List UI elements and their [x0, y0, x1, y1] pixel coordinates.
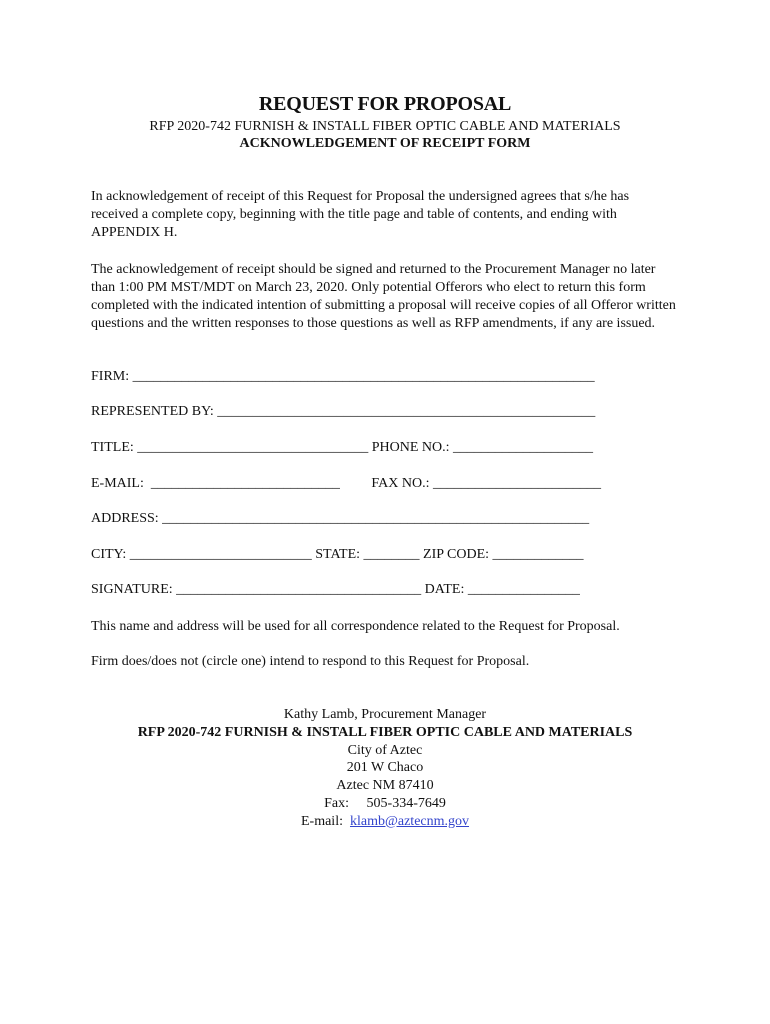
email-link[interactable]: klamb@aztecnm.gov [349, 813, 470, 829]
address-field[interactable]: ADDRESS: _____________________________________________________________ [91, 511, 590, 526]
form-name: ACKNOWLEDGEMENT OF RECEIPT FORM [239, 136, 531, 151]
footer-rfp-title: RFP 2020-742 FURNISH & INSTALL FIBER OPTIC CABLE AND MATERIALS [137, 724, 633, 740]
fax-label: Fax: [324, 795, 350, 811]
rfp-subtitle: RFP 2020-742 FURNISH & INSTALL FIBER OPTIC CABLE AND MATERIALS [149, 119, 621, 134]
firm-field[interactable]: FIRM: __________________________________________________________________ [91, 369, 595, 384]
document-title: REQUEST FOR PROPOSAL [258, 93, 512, 115]
instructions-paragraph: The acknowledgement of receipt should be signed and returned to the Procurement Manager no later than 1:00 PM MST/MDT on March 23, 2020. Only potential Offerors who elect to return this form completed with the indicated intention of submitting a proposal will receive copies of all Offeror written questions and the written responses to those questions as well as RFP amendments, if any are issued. [91, 262, 676, 331]
contact-block [0, 706, 770, 831]
email-fax-field[interactable]: E-MAIL: ___________________________ FAX NO.: ________________________ [91, 476, 601, 491]
intent-note: Firm does/does not (circle one) intend to respond to this Request for Proposal. [91, 654, 530, 669]
signature-date-field[interactable]: SIGNATURE: ___________________________________ DATE: ________________ [91, 582, 580, 597]
title-phone-field[interactable]: TITLE: _________________________________ PHONE NO.: ____________________ [91, 440, 594, 455]
street-address: 201 W Chaco [346, 760, 424, 776]
represented-by-field[interactable]: REPRESENTED BY: ______________________________________________________ [91, 404, 596, 419]
fax-number: 505-334-7649 [366, 795, 446, 811]
acknowledgement-paragraph: In acknowledgement of receipt of this Request for Proposal the undersigned agrees that s/he has received a complete copy, beginning with the title page and table of contents, and ending with APPENDIX H. [91, 189, 630, 240]
city-state-zip: Aztec NM 87410 [336, 778, 434, 794]
contact-name: Kathy Lamb, Procurement Manager [283, 707, 487, 722]
fax-line [0, 795, 770, 813]
email-label: E-mail: [300, 813, 343, 829]
email-line [0, 813, 770, 831]
city-state-zip-field[interactable]: CITY: __________________________ STATE: ________ ZIP CODE: _____________ [91, 547, 584, 562]
organization-name: City of Aztec [347, 742, 423, 758]
correspondence-note: This name and address will be used for all correspondence related to the Request for Proposal. [91, 619, 620, 634]
